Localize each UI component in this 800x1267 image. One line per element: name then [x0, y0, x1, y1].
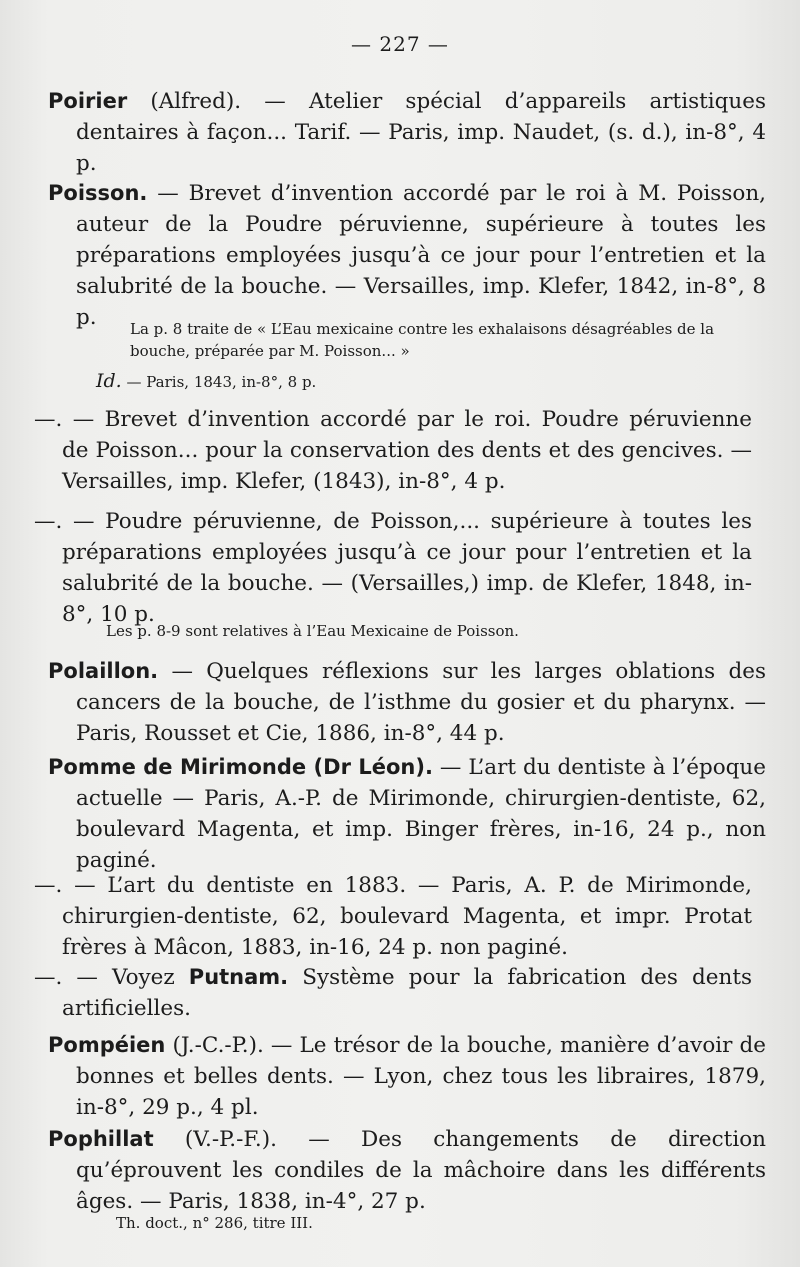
entry-text: (Alfred). — Atelier spécial d’appareils artistiques dentaires à façon... Tarif. — Paris, imp. Naudet, (s. d.), in-8°, 4 p.: [76, 89, 766, 176]
entry-pompeien: [48, 1030, 766, 1123]
entry-poisson: [48, 178, 766, 333]
entry-text: — L’art du dentiste à l’époque actuelle — Paris, A.-P. de Mirimonde, chirurgien-dentiste, 62, boulevard Magenta, et imp. Binger frères, in-16, 24 p., non paginé.: [76, 755, 766, 873]
note-poudre: Les p. 8-9 sont relatives à l’Eau Mexicaine de Poisson.: [106, 622, 519, 640]
note-poisson: La p. 8 traite de « L’Eau mexicaine contre les exhalaisons désagréables de la bouche, préparée par M. Poisson... »: [130, 320, 715, 360]
entry-text: (J.-C.-P.). — Le trésor de la bouche, manière d’avoir de bonnes et belles dents. — Lyon, chez tous les libraires, 1879, in-8°, 29 p., 4 pl.: [76, 1033, 766, 1120]
id-text: — Paris, 1843, in-8°, 8 p.: [121, 373, 317, 391]
entry-text: —. — Voyez: [34, 965, 189, 990]
entry-text: — Quelques réflexions sur les larges oblations des cancers de la bouche, de l’isthme du gosier et du pharynx. — Paris, Rousset et Cie, 1886, in-8°, 44 p.: [76, 659, 766, 746]
note-pophillat: Th. doct., n° 286, titre III.: [116, 1214, 313, 1232]
entry-text-after: Système pour la fabrication des dents artificielles.: [62, 965, 752, 1021]
entry-pomme-art: —. — L’art du dentiste en 1883. — Paris, A. P. de Mirimonde, chirurgien-dentiste, 62, boulevard Magenta, et impr. Protat frères à Mâcon, 1883, in-16, 24 p. non paginé.: [34, 873, 752, 960]
entry-heading: Pompéien: [48, 1033, 166, 1057]
id-label: Id.: [96, 370, 122, 392]
entry-text: — Brevet d’invention accordé par le roi à M. Poisson, auteur de la Poudre péruvienne, supérieure à toutes les préparations employées jusqu’à ce jour pour l’entretien et la salubrité de la bouche. — Versailles, imp. Klefer, 1842, in-8°, 8 p.: [76, 181, 766, 330]
entry-id: [96, 370, 706, 393]
entry-poisson-brevet: —. — Brevet d’invention accordé par le roi. Poudre péruvienne de Poisson... pour la conservation des dents et des gencives. — Versailles, imp. Klefer, (1843), in-8°, 4 p.: [34, 407, 752, 494]
entry-polaillon: [48, 656, 766, 749]
entry-putnam: [34, 962, 752, 1024]
entry-poisson-poudre: —. — Poudre péruvienne, de Poisson,... supérieure à toutes les préparations employées jusqu’à ce jour pour l’entretien et la salubrité de la bouche. — (Versailles,) imp. de Klefer, 1848, in-8°, 10 p.: [34, 509, 752, 627]
entry-bold-inline: Putnam.: [188, 965, 289, 989]
entry-heading: Poirier: [48, 89, 128, 113]
entry-pomme: [48, 752, 766, 876]
entry-heading: Pophillat: [48, 1127, 154, 1151]
entry-heading: Poisson.: [48, 181, 148, 205]
entry-text: (V.-P.-F.). — Des changements de direction qu’éprouvent les condiles de la mâchoire dans les différents âges. — Paris, 1838, in-4°, 27 p.: [76, 1127, 766, 1214]
entry-heading: Polaillon.: [48, 659, 159, 683]
entry-poirier: [48, 86, 766, 179]
entry-heading: Pomme de Mirimonde (Dr Léon).: [48, 755, 433, 779]
page-number: — 227 —: [351, 32, 449, 56]
entry-pophillat: [48, 1124, 766, 1217]
